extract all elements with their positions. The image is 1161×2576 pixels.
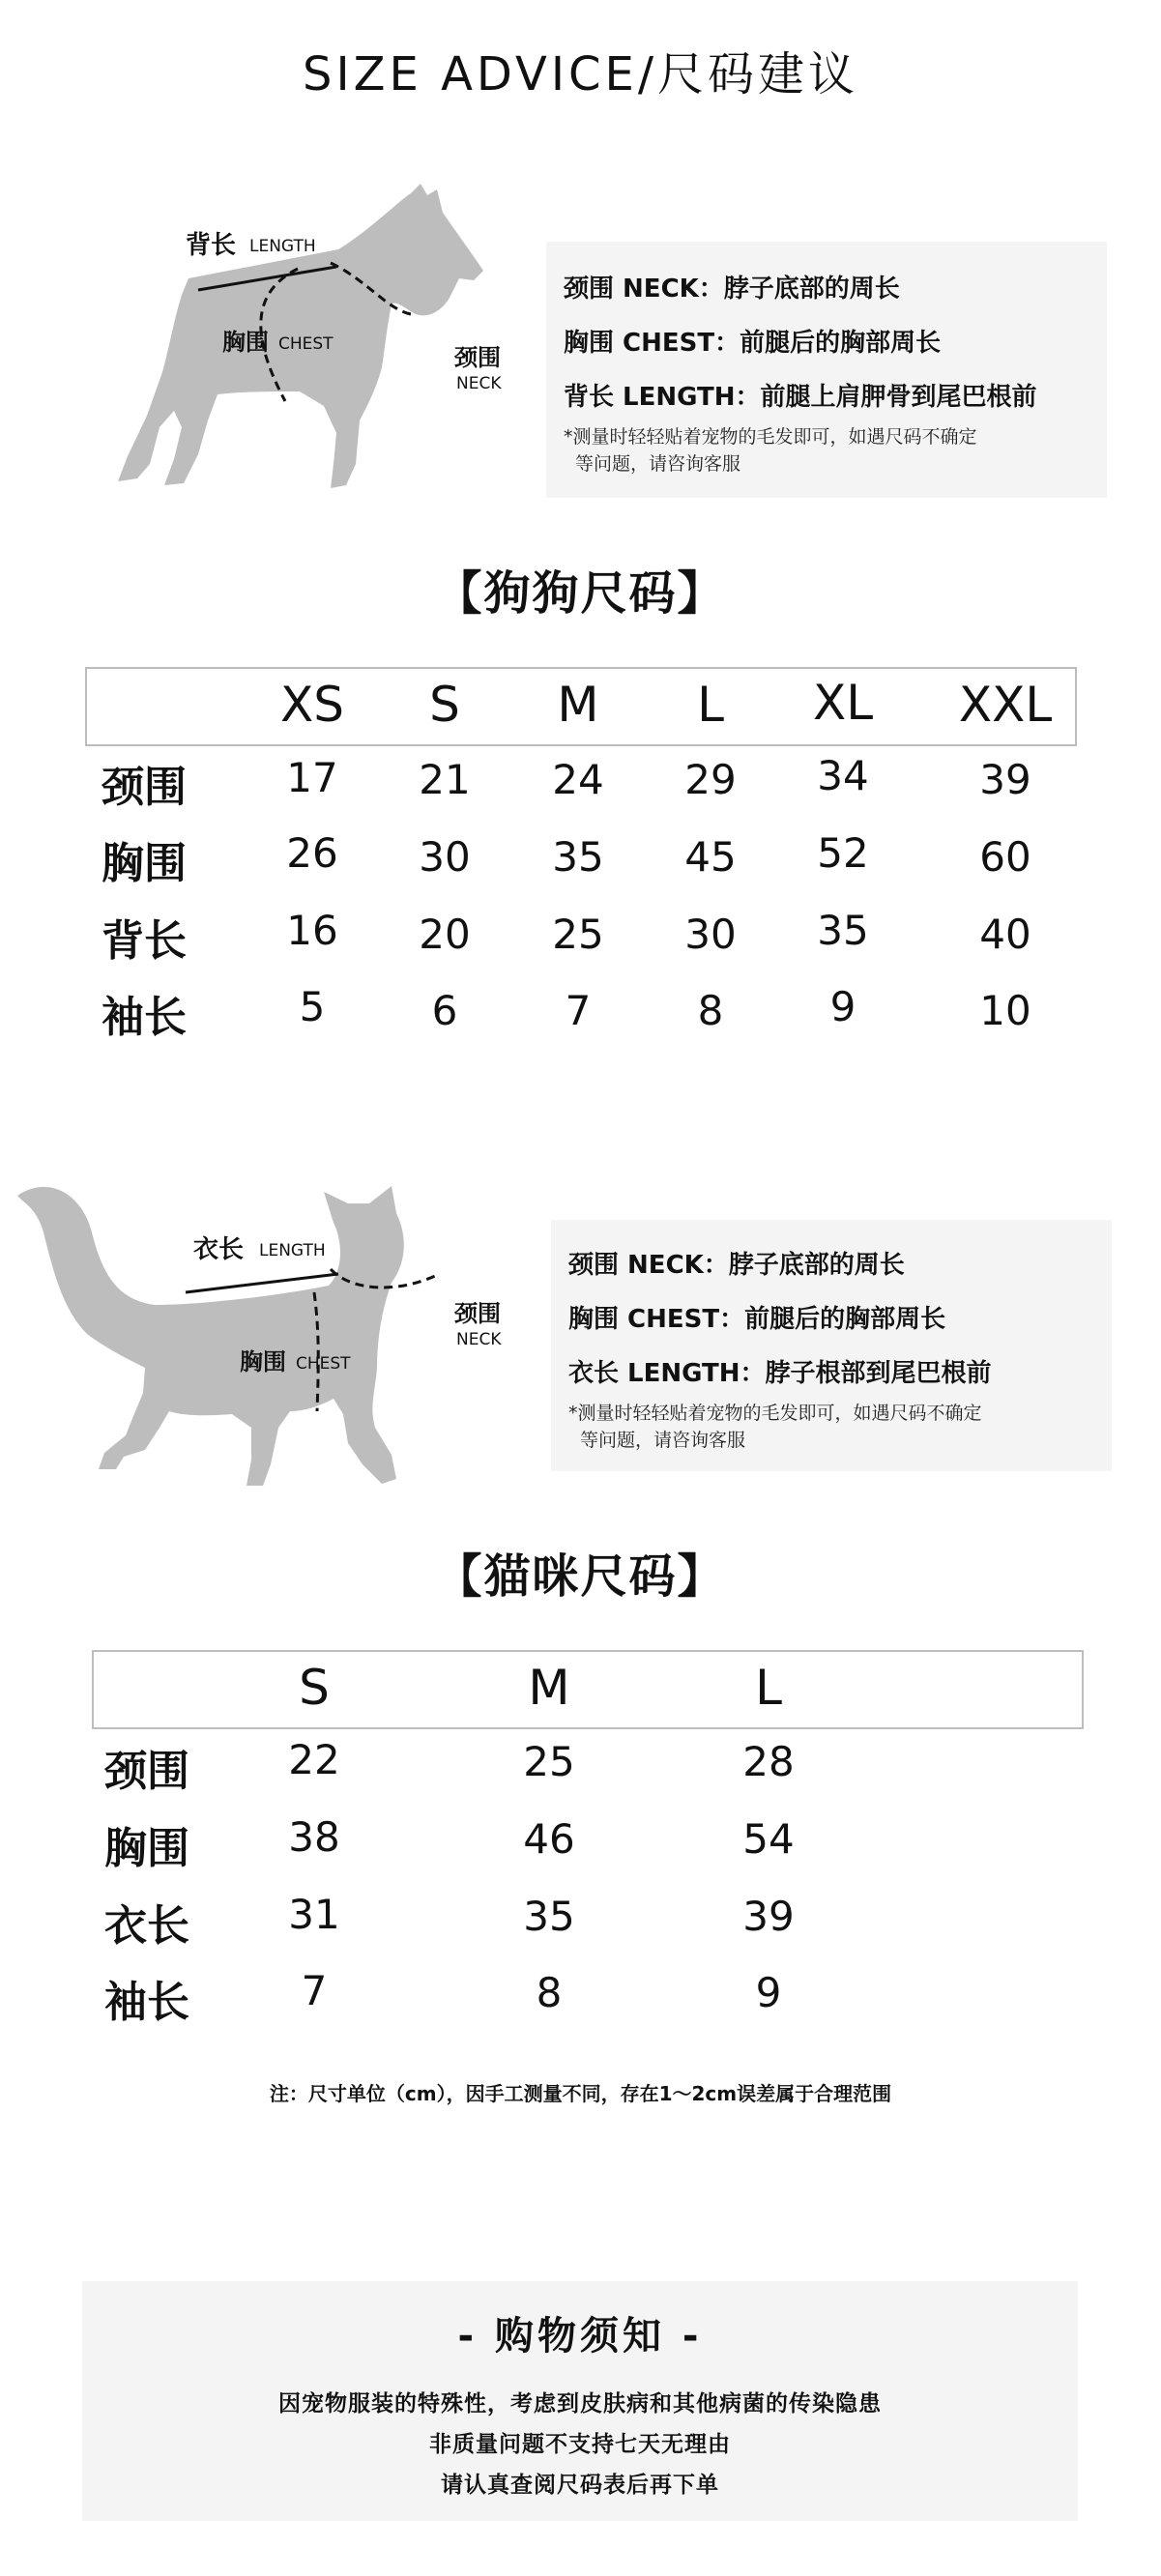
dog-cell: 16 <box>286 907 338 954</box>
dog-cell: 10 <box>979 987 1031 1034</box>
cat-cell: 39 <box>742 1893 795 1940</box>
cat-info-length: 衣长 LENGTH：脖子根部到尾巴根前 <box>568 1359 992 1388</box>
cat-info-note-2: 等问题，请咨询客服 <box>580 1430 746 1451</box>
cat-header-m: M <box>528 1660 570 1716</box>
dog-cell: 52 <box>817 829 869 877</box>
dog-row-label-chest: 胸围 <box>102 839 187 888</box>
cat-cell: 7 <box>301 1967 328 2014</box>
cat-info-note-1: *测量时轻轻贴着宠物的毛发即可，如遇尺码不确定 <box>568 1403 982 1424</box>
dog-row-label-sleeve: 袖长 <box>102 993 187 1042</box>
dog-info-chest: 胸围 CHEST：前腿后的胸部周长 <box>564 329 942 358</box>
notice-line-1: 因宠物服装的特殊性，考虑到皮肤病和其他病菌的传染隐患 <box>278 2391 882 2417</box>
dog-cell: 25 <box>552 911 604 958</box>
cat-back-label-en: LENGTH <box>259 1241 326 1260</box>
dog-cell: 26 <box>286 829 338 877</box>
cat-neck-label-zh: 颈围 <box>454 1300 501 1327</box>
dog-header-s: S <box>429 677 460 733</box>
shopping-notice-panel <box>82 2281 1078 2521</box>
dog-cell: 9 <box>829 983 856 1030</box>
cat-cell: 25 <box>523 1738 575 1785</box>
measurement-footnote: 注：尺寸单位（cm），因手工测量不同，存在1～2cm误差属于合理范围 <box>269 2082 892 2105</box>
dog-cell: 30 <box>684 911 737 958</box>
cat-chest-label-en: CHEST <box>296 1354 351 1374</box>
cat-cell: 9 <box>755 1969 782 2016</box>
dog-info-panel <box>546 242 1107 498</box>
dog-cell: 17 <box>286 754 338 801</box>
dog-cell: 6 <box>431 987 458 1034</box>
dog-back-label-zh: 背长 <box>186 231 237 260</box>
dog-cell: 29 <box>684 756 737 803</box>
cat-row-label-length: 衣长 <box>104 1901 189 1951</box>
cat-header-l: L <box>755 1660 782 1716</box>
dog-cell: 35 <box>817 907 869 954</box>
cat-row-label-neck: 颈围 <box>104 1747 189 1796</box>
dog-neck-label-zh: 颈围 <box>454 344 501 371</box>
cat-row-label-chest: 胸围 <box>104 1824 189 1873</box>
dog-cell: 20 <box>419 911 471 958</box>
dog-cell: 40 <box>979 911 1031 958</box>
cat-info-chest: 胸围 CHEST：前腿后的胸部周长 <box>568 1305 946 1334</box>
dog-header-l: L <box>697 677 724 733</box>
dog-cell: 5 <box>299 983 326 1030</box>
dog-row-label-length: 背长 <box>102 916 187 966</box>
dog-info-length: 背长 LENGTH：前腿上肩胛骨到尾巴根前 <box>564 383 1037 412</box>
cat-header-s: S <box>299 1660 330 1716</box>
dog-cell: 34 <box>817 752 869 799</box>
dog-header-m: M <box>557 677 599 733</box>
dog-header-xs: XS <box>280 677 344 733</box>
cat-info-panel <box>551 1220 1112 1471</box>
cat-chest-label-zh: 胸围 <box>240 1348 286 1375</box>
cat-neck-label-en: NECK <box>456 1330 502 1349</box>
page-title: SIZE ADVICE/尺码建议 <box>302 47 859 101</box>
cat-cell: 31 <box>288 1891 340 1938</box>
dog-back-label-en: LENGTH <box>249 237 316 256</box>
cat-cell: 28 <box>742 1738 795 1785</box>
dog-chest-label-en: CHEST <box>278 334 334 354</box>
cat-cell: 46 <box>523 1815 575 1863</box>
cat-cell: 35 <box>523 1893 575 1940</box>
dog-diagram <box>77 174 532 522</box>
cat-size-title: 【猫咪尺码】 <box>435 1549 726 1604</box>
dog-cell: 8 <box>697 987 724 1034</box>
dog-row-label-neck: 颈围 <box>102 763 187 812</box>
dog-cell: 24 <box>552 756 604 803</box>
dog-cell: 60 <box>979 833 1031 881</box>
notice-line-3: 请认真查阅尺码表后再下单 <box>441 2473 719 2498</box>
cat-cell: 38 <box>288 1813 340 1861</box>
dog-cell: 45 <box>684 833 737 881</box>
dog-cell: 30 <box>419 833 471 881</box>
dog-size-title: 【狗狗尺码】 <box>435 566 726 621</box>
cat-cell: 8 <box>536 1969 563 2016</box>
dog-chest-label-zh: 胸围 <box>222 329 269 356</box>
cat-back-label-zh: 衣长 <box>193 1235 245 1264</box>
notice-title: - 购物须知 - <box>457 2314 703 2359</box>
dog-header-xl: XL <box>812 675 874 731</box>
cat-diagram <box>10 1174 551 1513</box>
dog-info-neck: 颈围 NECK：脖子底部的周长 <box>564 275 900 304</box>
cat-cell: 54 <box>742 1815 795 1863</box>
dog-cell: 7 <box>565 987 592 1034</box>
dog-info-note-1: *测量时轻轻贴着宠物的毛发即可，如遇尺码不确定 <box>564 426 977 448</box>
dog-neck-label-en: NECK <box>456 374 502 393</box>
cat-cell: 22 <box>288 1736 340 1783</box>
dog-cell: 21 <box>419 756 471 803</box>
dog-header-xxl: XXL <box>958 677 1053 733</box>
dog-cell: 39 <box>979 756 1031 803</box>
dog-cell: 35 <box>552 833 604 881</box>
cat-silhouette-icon <box>17 1186 404 1486</box>
dog-info-note-2: 等问题，请咨询客服 <box>575 453 741 475</box>
notice-line-2: 非质量问题不支持七天无理由 <box>429 2432 731 2457</box>
cat-row-label-sleeve: 袖长 <box>104 1978 189 2027</box>
cat-info-neck: 颈围 NECK：脖子底部的周长 <box>568 1251 905 1280</box>
